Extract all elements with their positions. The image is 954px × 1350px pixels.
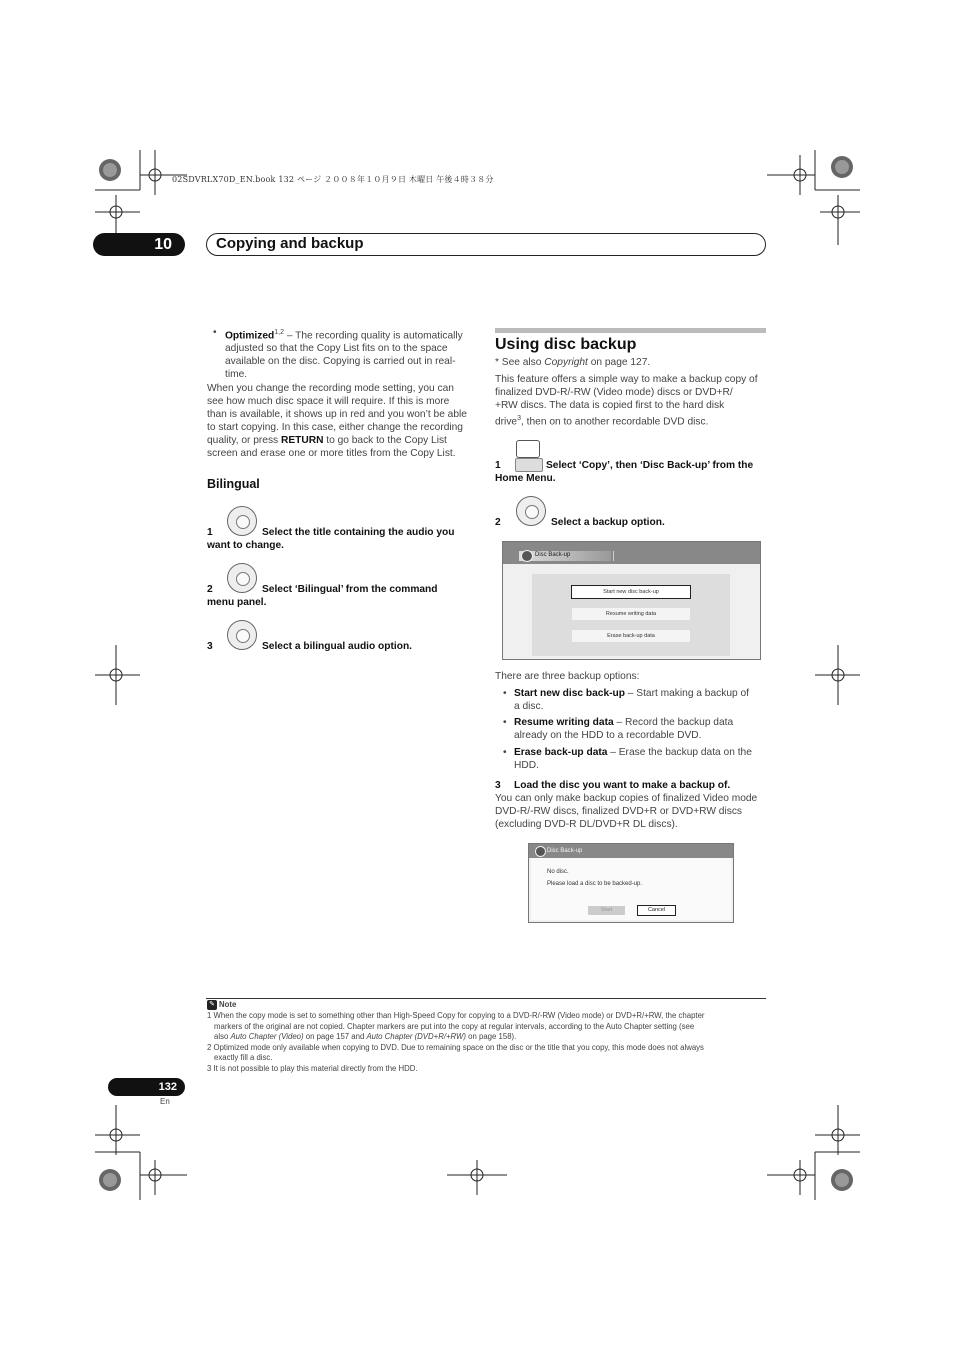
optimized-line: adjusted so that the Copy List fits on to the space — [225, 343, 448, 355]
optimized-footnote-ref: 1,2 — [274, 329, 284, 336]
option-term: Erase back-up data — [514, 747, 608, 758]
see-also-text: on page 127. — [587, 357, 651, 368]
no-disc-message: No disc. — [547, 869, 569, 875]
footnote-line: exactly fill a disc. — [214, 1053, 273, 1062]
section-rule — [495, 328, 766, 333]
optimized-term: Optimized — [225, 330, 275, 342]
step-text: Select the title containing the audio you — [262, 527, 455, 538]
bullet-dot: • — [503, 688, 507, 699]
paragraph-line: than is available, it shows up in red and you won’t be able — [207, 409, 467, 420]
paragraph-line: , then on to another recordable DVD disc. — [521, 416, 709, 428]
paragraph-line: quality, or press — [207, 435, 281, 446]
bilingual-heading: Bilingual — [207, 477, 260, 491]
see-also-link: Copyright — [544, 357, 588, 368]
optimized-line: – The recording quality is automatically — [283, 330, 463, 342]
footnote-line: 3 It is not possible to play this material directly from the HDD. — [207, 1063, 418, 1073]
disc-icon — [535, 846, 546, 857]
start-button[interactable]: Start — [588, 906, 625, 915]
footnote-line: markers of the original are not copied. Chapter markers are put into the copy at regular intervals, according to the Auto Chapter setting (see — [214, 1021, 695, 1031]
step-text: Select a backup option. — [551, 517, 665, 528]
print-header: 02SDVRLX70D_EN.book 132 ページ ２００８年１０月９日 木曜日 午後４時３８分 — [172, 175, 494, 184]
paragraph-line: DVD-R/-RW discs, finalized DVD+R or DVD+RW discs — [495, 806, 743, 817]
chapter-number: 10 — [93, 233, 185, 256]
paragraph-line: You can only make backup copies of finalized Video mode — [495, 793, 758, 804]
paragraph-line: see how much disc space it will require. If this is more — [207, 396, 450, 407]
step-number: 3 — [207, 641, 213, 652]
footnotes — [207, 1011, 767, 1074]
paragraph-line: to start copying. In this case, either change the recording — [207, 422, 463, 433]
paragraph-line: screen and erase one or more titles from the Copy List. — [207, 448, 456, 459]
step-text: Select ‘Copy’, then ‘Disc Back-up’ from the — [546, 460, 754, 471]
option-text: – Erase the backup data on the — [607, 747, 752, 758]
footnote-ref: Auto Chapter (Video) — [230, 1032, 304, 1041]
home-menu-key-icon — [515, 458, 543, 472]
option-text: – Start making a backup of — [624, 688, 749, 699]
start-new-backup-option[interactable]: Start new disc back-up — [571, 585, 691, 599]
paragraph-line: This feature offers a simple way to make a backup copy of — [495, 374, 758, 385]
option-text: already on the HDD to a recordable DVD. — [514, 730, 702, 741]
recording-mode-paragraph — [207, 382, 482, 460]
footnote-text: on page 158). — [466, 1032, 517, 1041]
title-divider — [613, 551, 614, 561]
option-description — [514, 746, 769, 772]
option-text: a disc. — [514, 701, 544, 712]
dial-icon — [227, 563, 257, 593]
paragraph-line: drive — [495, 416, 518, 428]
see-also-text: * See also — [495, 357, 545, 368]
screen-title: Disc Back-up — [535, 552, 571, 558]
footnote-text: on page 157 and — [303, 1032, 367, 1041]
note-rule — [206, 998, 766, 999]
dialog-title: Disc Back-up — [547, 848, 583, 854]
step-text: want to change. — [207, 540, 284, 551]
bullet-dot: • — [503, 747, 507, 758]
step-number: 3 — [495, 780, 501, 791]
page-number: 132 — [108, 1078, 185, 1096]
footnote-line — [207, 1032, 767, 1043]
step-number: 1 — [495, 460, 501, 471]
paragraph-line: +RW discs. The data is copied first to the hard disk — [495, 400, 725, 411]
erase-backup-option[interactable]: Erase back-up data — [572, 630, 690, 642]
step-number: 1 — [207, 527, 213, 538]
cancel-button[interactable]: Cancel — [637, 905, 676, 916]
load-disc-message: Please load a disc to be backed-up. — [547, 881, 643, 887]
step-text: Select a bilingual audio option. — [262, 641, 412, 652]
dial-icon — [227, 506, 257, 536]
note-icon: ✎ — [207, 1000, 217, 1010]
step-number: 2 — [207, 584, 213, 595]
return-key-label: RETURN — [280, 435, 324, 446]
step-text: Select ‘Bilingual’ from the command — [262, 584, 438, 595]
optimized-line: available on the disc. Copying is carried out in real- — [225, 356, 456, 368]
footnote-ref: 3 — [517, 415, 521, 422]
option-description — [514, 687, 769, 713]
bullet-dot: • — [503, 717, 507, 728]
dialog-body — [531, 858, 731, 920]
options-intro: There are three backup options: — [495, 671, 640, 682]
intro-paragraph — [495, 373, 770, 428]
step-text: Home Menu. — [495, 473, 556, 484]
optimized-bullet — [225, 326, 485, 381]
paragraph-line: (excluding DVD-R DL/DVD+R DL discs). — [495, 819, 678, 830]
option-text: HDD. — [514, 760, 539, 771]
footnote-text: also — [214, 1032, 231, 1041]
option-term: Resume writing data — [514, 717, 614, 728]
step3-body — [495, 792, 770, 831]
option-description — [514, 716, 769, 742]
step-text: Load the disc you want to make a backup of. — [514, 780, 731, 791]
language-label: En — [160, 1097, 170, 1106]
dial-icon — [227, 620, 257, 650]
step-text: menu panel. — [207, 597, 267, 608]
footnote-line: 1 When the copy mode is set to something other than High-Speed Copy for copying to a DVD-R/-RW (Video mode) or DVD+R/+RW, the chapter — [207, 1011, 705, 1020]
resume-writing-option[interactable]: Resume writing data — [572, 608, 690, 620]
option-text: – Record the backup data — [613, 717, 734, 728]
option-term: Start new disc back-up — [514, 688, 625, 699]
paragraph-line: finalized DVD-R/-RW (Video mode) discs or DVD+R/ — [495, 387, 733, 398]
note-label: Note — [219, 1000, 237, 1009]
optimized-line: time. — [225, 369, 248, 381]
see-also — [495, 356, 650, 369]
disc-icon — [521, 550, 533, 562]
chapter-title: Copying and backup — [216, 235, 364, 252]
dial-icon — [516, 496, 546, 526]
footnote-line: 2 Optimized mode only available when copying to DVD. Due to remaining space on the disc or the title that you copy, this mode does not always — [207, 1042, 704, 1052]
paragraph-line: When you change the recording mode setting, you can — [207, 383, 454, 394]
step-number: 2 — [495, 517, 501, 528]
footnote-ref: Auto Chapter (DVD+R/+RW) — [366, 1032, 466, 1041]
bullet-dot: • — [213, 327, 217, 338]
home-menu-button-icon — [516, 440, 540, 458]
paragraph-line: to go back to the Copy List — [323, 435, 447, 446]
section-heading: Using disc backup — [495, 336, 637, 353]
